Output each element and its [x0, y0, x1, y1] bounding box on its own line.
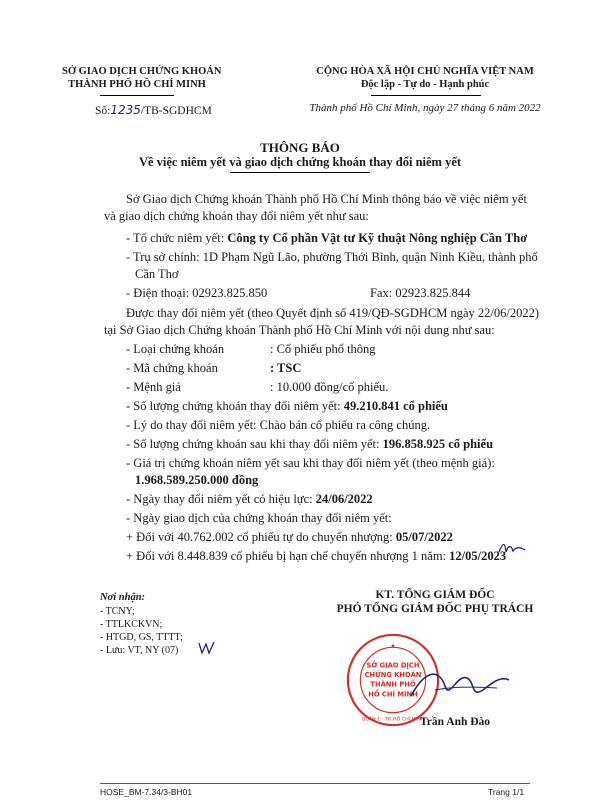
- svg-text:SỞ GIAO DỊCH: SỞ GIAO DỊCH: [366, 661, 420, 670]
- phone: - Điện thoại: 02923.825.850: [126, 286, 268, 300]
- intro-line-2: và giao dịch chứng khoán thay đổi niêm yết như sau:: [104, 209, 369, 223]
- page-number: Trang 1/1: [488, 787, 525, 797]
- footer-rule: [100, 783, 530, 784]
- par-value-value: : 10.000 đồng/cổ phiếu.: [270, 380, 389, 394]
- issuer-name-line2: THÀNH PHỐ HỒ CHÍ MINH: [68, 79, 206, 90]
- recipients-title: Nơi nhận:: [100, 592, 146, 603]
- svg-text:QUẬN 1 · TP. HỒ CHÍ MINH: QUẬN 1 · TP. HỒ CHÍ MINH: [361, 717, 425, 723]
- effective-date: - Ngày thay đổi niêm yết có hiệu lực: 24/06/2022: [126, 492, 373, 506]
- listing-org: - Tổ chức niêm yết: Công ty Cổ phần Vật tư Kỹ thuật Nông nghiệp Cần Thơ: [126, 231, 528, 245]
- quantity-after-change: - Số lượng chứng khoán sau khi thay đổi niêm yết: 196.858.925 cổ phiếu: [126, 437, 494, 451]
- par-value-label: - Mệnh giá: [126, 380, 181, 394]
- initials-mark-icon: [197, 639, 217, 655]
- country-name: CỘNG HÒA XÃ HỘI CHỦ NGHĨA VIỆT NAM: [316, 66, 534, 77]
- approval-line-1: Được thay đổi niêm yết (theo Quyết định số 419/QĐ-SGDHCM ngày 22/06/2022): [126, 306, 539, 320]
- motto: Độc lập - Tự do - Hạnh phúc: [360, 79, 490, 90]
- svg-text:CHỨNG KHOÁN: CHỨNG KHOÁN: [364, 671, 422, 680]
- ticker-label: - Mã chứng khoán: [126, 361, 218, 375]
- recipient-item: - TCNY;: [100, 606, 135, 617]
- signature-title-line2: PHÓ TỔNG GIÁM ĐỐC PHỤ TRÁCH: [336, 603, 534, 615]
- ticker-value: : TSC: [270, 361, 302, 375]
- changed-quantity: - Số lượng chứng khoán thay đổi niêm yết: 49.210.841 cổ phiếu: [126, 399, 448, 413]
- trading-date-label: - Ngày giao dịch của chứng khoán thay đổi niêm yết:: [126, 511, 392, 525]
- value-after-amount: 1.968.589.250.000 đồng: [135, 473, 259, 487]
- trading-date-free: + Đối với 40.762.002 cổ phiếu tự do chuyển nhượng: 05/07/2022: [126, 530, 453, 544]
- security-type-label: - Loại chứng khoán: [126, 342, 225, 356]
- value-after-label: - Giá trị chứng khoán niêm yết sau khi thay đổi niêm yết (theo mệnh giá):: [126, 456, 495, 470]
- hq-line-2: Cần Thơ: [135, 267, 179, 281]
- notice-subtitle: Về việc niêm yết và giao dịch chứng khoán thay đổi niêm yết: [138, 155, 462, 169]
- title-underline: [230, 172, 370, 173]
- recipient-item: - HTGD, GS, TTTT;: [100, 632, 183, 643]
- change-reason: - Lý do thay đổi niêm yết: Chào bán cổ phiếu ra công chúng.: [126, 418, 431, 432]
- issuer-underline: [100, 95, 174, 96]
- svg-text:HỒ CHÍ MINH: HỒ CHÍ MINH: [368, 690, 418, 699]
- security-type-value: : Cổ phiếu phổ thông: [270, 342, 376, 356]
- motto-underline: [371, 95, 481, 96]
- place-date: Thành phố Hồ Chí Minh, ngày 27 tháng 6 năm 2022: [309, 102, 541, 114]
- signer-name: Trần Anh Đào: [419, 716, 491, 728]
- fax: Fax: 02923.825.844: [370, 286, 471, 300]
- issuer-name-line1: SỞ GIAO DỊCH CHỨNG KHOÁN: [62, 66, 222, 77]
- approval-line-2: tại Sở Giao dịch Chứng khoán Thành phố Hồ Chí Minh với nội dung như sau:: [104, 323, 495, 337]
- initials-mark-icon: [497, 540, 527, 556]
- signature-title-line1: KT. TỔNG GIÁM ĐỐC: [375, 589, 495, 601]
- trading-date-restricted: + Đối với 8.448.839 cổ phiếu bị hạn chế chuyển nhượng 1 năm: 12/05/2023: [126, 549, 507, 563]
- hq-line-1: - Trụ sở chính: 1D Phạm Ngũ Lão, phường Thới Bình, quận Ninh Kiều, thành phố: [126, 250, 538, 264]
- recipient-item: - TTLKCKVN;: [100, 619, 163, 630]
- svg-text:★: ★: [390, 643, 396, 650]
- recipient-item: - Lưu: VT, NY (07): [100, 645, 179, 656]
- form-code: HOSE_BM-7.34/3-BH01: [100, 787, 193, 797]
- svg-text:THÀNH PHỐ: THÀNH PHỐ: [370, 680, 416, 689]
- intro-line-1: Sở Giao dịch Chứng khoán Thành phố Hồ Chí Minh thông báo về việc niêm yết: [126, 192, 527, 206]
- notice-title: THÔNG BÁO: [260, 140, 340, 155]
- signature-scribble-icon: [405, 660, 515, 710]
- doc-number: Số:1235/TB-SGDHCM: [95, 103, 212, 117]
